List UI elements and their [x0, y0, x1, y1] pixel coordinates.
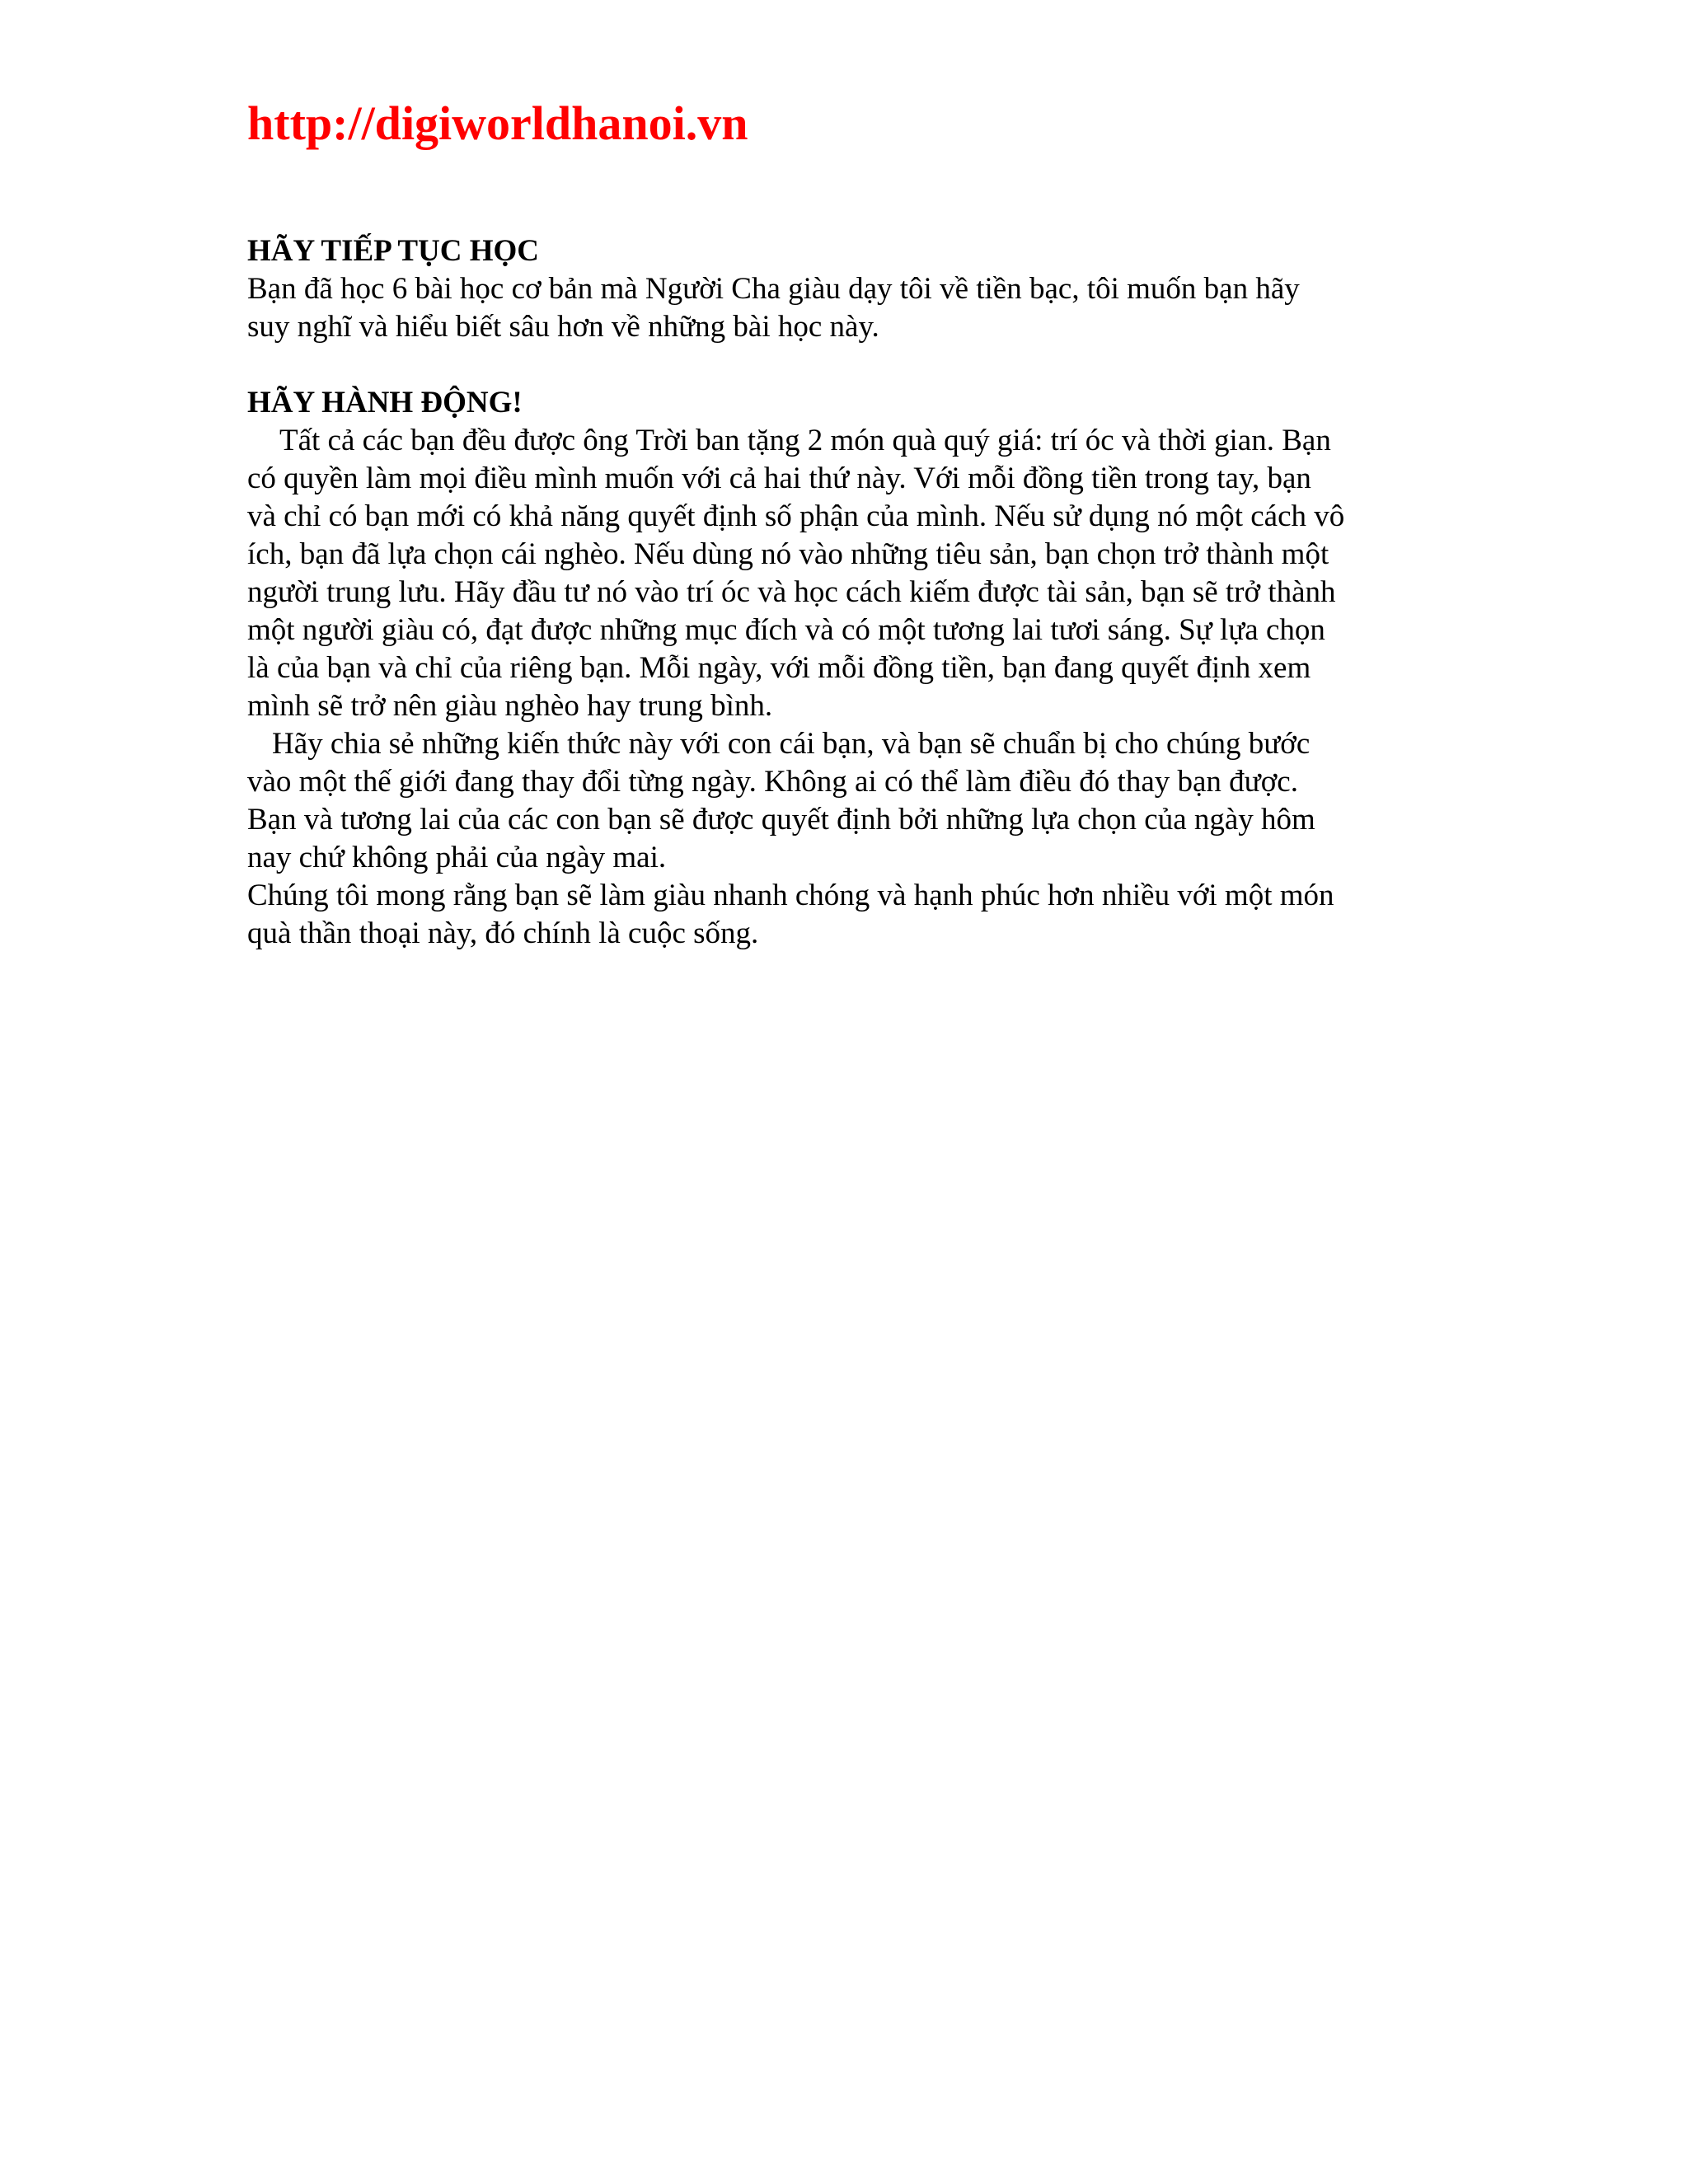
- site-url-header: http://digiworldhanoi.vn: [247, 96, 748, 150]
- section-title-take-action: HÃY HÀNH ĐỘNG!: [247, 386, 523, 419]
- section-take-action: [247, 384, 1451, 953]
- section-spacer: [247, 346, 1451, 384]
- paragraph-gifts-of-mind-and-time: Tất cả các bạn đều được ông Trời ban tặng 2 món quà quý giá: trí óc và thời gian. Bạn có quyền làm mọi điều mình muốn với cả hai thứ này. Với mỗi đồng tiền trong tay, bạn và chỉ có bạn mới có khả năng quyết định số phận của mình. Nếu sử dụng nó một cách vô ích, bạn đã lựa chọn cái nghèo. Nếu dùng nó vào những tiêu sản, bạn chọn trở thành một người trung lưu. Hãy đầu tư nó vào trí óc và học cách kiếm được tài sản, bạn sẽ trở thành một người giàu có, đạt được những mục đích và có một tương lai tươi sáng. Sự lựa chọn là của bạn và chỉ của riêng bạn. Mỗi ngày, với mỗi đồng tiền, bạn đang quyết định xem mình sẽ trở nên giàu nghèo hay trung bình.: [247, 424, 1345, 723]
- paragraph-keep-learning: Bạn đã học 6 bài học cơ bản mà Người Cha giàu dạy tôi về tiền bạc, tôi muốn bạn hãy suy nghĩ và hiểu biết sâu hơn về những bài học này.: [247, 272, 1300, 344]
- document-body: [247, 232, 1451, 953]
- paragraph-share-with-children: Hãy chia sẻ những kiến thức này với con cái bạn, và bạn sẽ chuẩn bị cho chúng bước vào một thế giới đang thay đổi từng ngày. Không ai có thể làm điều đó thay bạn được. Bạn và tương lai của các con bạn sẽ được quyết định bởi những lựa chọn của ngày hôm nay chứ không phải của ngày mai.: [247, 727, 1315, 874]
- section-keep-learning: [247, 232, 1451, 346]
- paragraph-closing-wish: Chúng tôi mong rằng bạn sẽ làm giàu nhanh chóng và hạnh phúc hơn nhiều với một món quà thần thoại này, đó chính là cuộc sống.: [247, 879, 1334, 950]
- section-title-keep-learning: HÃY TIẾP TỤC HỌC: [247, 234, 539, 268]
